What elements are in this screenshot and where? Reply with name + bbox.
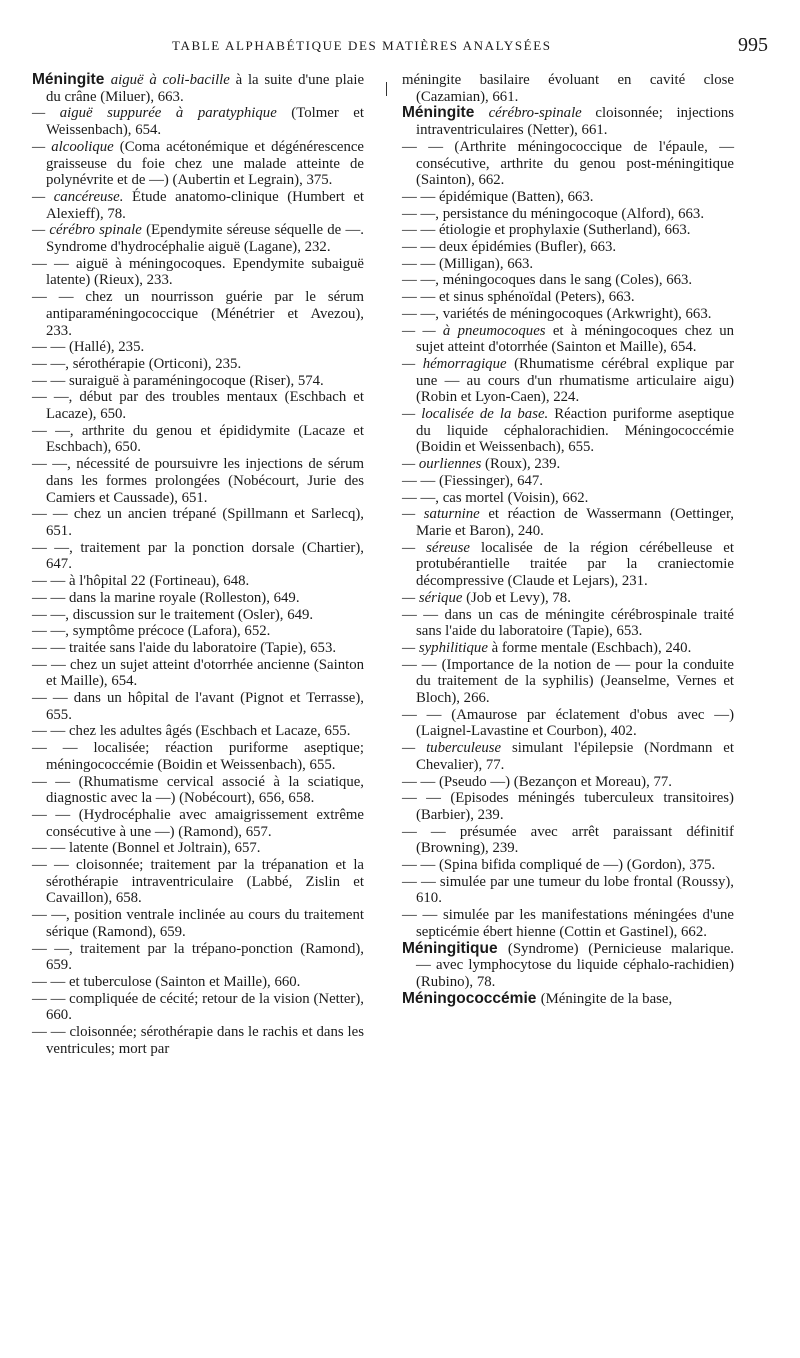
entry-subject: — cérébro spinale (32, 222, 142, 239)
entry-text: et à méningocoques chez un sujet atteint d'otorrhée (Sainton et Maille), 654. (416, 322, 735, 356)
index-entry (402, 272, 734, 289)
entry-text: simulant l'épilepsie (Nordmann et Chevalier), 77. (416, 740, 734, 773)
entry-subject: — ourliennes (402, 456, 482, 473)
page-number: 995 (738, 34, 768, 56)
entry-text: — — deux épidémies (Bufler), 663. (402, 239, 617, 256)
entry-text: — —, variétés de méningocoques (Arkwright), 663. (402, 305, 712, 322)
index-entry (402, 941, 734, 991)
entry-text: Réaction puriforme aseptique du liquide céphalorachidien. Méningococcémie (Boidin et Weissenbach), 655. (416, 406, 735, 456)
entry-text: — —, début par des troubles mentaux (Eschbach et Lacaze), 650. (32, 389, 364, 423)
index-entry (402, 356, 734, 406)
index-entry (32, 339, 364, 356)
index-entry (402, 239, 734, 256)
running-title: TABLE ALPHABÉTIQUE DES MATIÈRES ANALYSÉES (172, 38, 552, 53)
index-entry (32, 389, 364, 422)
entry-text: (Tolmer et Weissenbach), 654. (46, 105, 364, 139)
left-column (32, 72, 364, 1057)
index-entry (32, 356, 364, 373)
entry-text: et réaction de Wassermann (Oettinger, Marie et Baron), 240. (416, 506, 734, 539)
entry-text: Étude anatomo-clinique (Humbert et Alexieff), 78. (46, 188, 364, 222)
index-entry (402, 857, 734, 874)
entry-heading: Méningite (402, 104, 489, 122)
entry-heading: Méningococcémie (402, 989, 541, 1007)
entry-text: — — dans un hôpital de l'avant (Pignot et Terrasse), 655. (32, 690, 364, 723)
entry-text: (Ependymite séreuse séquelle de —. Syndrome d'hydrocéphalie aiguë (Lagane), 232. (46, 222, 364, 256)
index-entry (402, 189, 734, 206)
entry-text: — — chez un sujet atteint d'otorrhée ancienne (Sainton et Maille), 654. (32, 656, 364, 690)
index-entry (402, 824, 734, 857)
index-entry (32, 1024, 364, 1057)
index-entry (402, 640, 734, 657)
entry-subject: — cancéreuse. (32, 188, 124, 205)
entry-text: — —, discussion sur le traitement (Osler), 649. (32, 606, 314, 623)
index-entry (402, 506, 734, 539)
index-entry (32, 991, 364, 1024)
entry-subject: — — à pneumocoques (402, 322, 546, 339)
entry-subject: — séreuse (402, 539, 470, 556)
index-entry (32, 740, 364, 773)
index-entry (402, 306, 734, 323)
index-entry (32, 590, 364, 607)
index-entry (402, 289, 734, 306)
index-entry (32, 222, 364, 255)
entry-text: — — (Amaurose par éclatement d'obus avec —) (Laignel-Lavastine et Courbon), 402. (402, 706, 734, 740)
entry-text: — — cloisonnée; sérothérapie dans le rachis et dans les ventricules; mort par (32, 1024, 364, 1057)
entry-text: — — cloisonnée; traitement par la trépanation et la sérothérapie intraventriculaire (Labbé, Zislin et Cavaillon), 658. (32, 857, 364, 907)
entry-text: — — dans un cas de méningite cérébrospinale traité sans l'aide du laboratoire (Tapie), 653. (402, 606, 734, 640)
index-entry (32, 974, 364, 991)
entry-text: — — traitée sans l'aide du laboratoire (Tapie), 653. (32, 639, 337, 656)
entry-text: — —, cas mortel (Voisin), 662. (402, 489, 589, 506)
entry-subject: — aiguë suppurée à paratyphique (32, 105, 277, 122)
entry-text: — — à l'hôpital 22 (Fortineau), 648. (32, 573, 250, 590)
entry-text: — —, position ventrale inclinée au cours du traitement sérique (Ramond), 659. (32, 907, 364, 940)
entry-text: — — (Fiessinger), 647. (402, 472, 543, 489)
entry-text: — — (Episodes méningés tuberculeux transitoires) (Barbier), 239. (402, 790, 734, 823)
index-entry (402, 540, 734, 590)
entry-text: — — étiologie et prophylaxie (Sutherland), 663. (402, 222, 691, 239)
index-entry (32, 623, 364, 640)
entry-subject: cérébro-spinale (488, 105, 582, 122)
entry-text: — — compliquée de cécité; retour de la vision (Netter), 660. (32, 990, 364, 1024)
entry-text: (Syndrome) (Pernicieuse malarique. — avec lymphocytose du liquide céphalo-rachidien) (Rubino), 78. (416, 940, 734, 990)
entry-subject: — syphilitique (402, 639, 488, 656)
index-entry (32, 857, 364, 907)
index-entry (32, 189, 364, 222)
index-entry (402, 657, 734, 707)
entry-text: — — dans la marine royale (Rolleston), 649. (32, 589, 300, 606)
entry-text: — — suraiguë à paraméningocoque (Riser), 574. (32, 372, 324, 389)
index-entry (402, 490, 734, 507)
index-entry (402, 206, 734, 223)
entry-text: — — (Pseudo —) (Bezançon et Moreau), 77. (402, 773, 672, 790)
index-entry (402, 790, 734, 823)
index-entry (32, 506, 364, 539)
index-entry (402, 222, 734, 239)
entry-text: — — localisée; réaction puriforme aseptique; méningococcémie (Boidin et Weissenbach), 655. (32, 740, 364, 773)
index-entry (32, 690, 364, 723)
entry-text: — —, persistance du méningocoque (Alford), 663. (402, 205, 705, 222)
entry-text: — —, traitement par la trépano-ponction (Ramond), 659. (32, 940, 364, 974)
entry-subject: — alcoolique (32, 138, 114, 155)
entry-heading: Méningitique (402, 939, 508, 957)
index-entry (402, 607, 734, 640)
entry-subject: — hémorragique (402, 355, 507, 372)
entry-text: — — chez un nourrisson guérie par le sérum antiparaméningococcique (Ménétrier et Avezou), 233. (32, 289, 364, 339)
entry-heading: Méningite (32, 71, 111, 88)
entry-subject: — sérique (402, 589, 463, 606)
entry-text: — — chez les adultes âgés (Eschbach et Lacaze, 655. (32, 723, 351, 740)
index-entry (32, 105, 364, 138)
index-entry (402, 740, 734, 773)
index-entry (32, 423, 364, 456)
index-entry (402, 72, 734, 105)
entry-text: — —, symptôme précoce (Lafora), 652. (32, 623, 271, 640)
entry-text: méningite basilaire évoluant en cavité close (Cazamian), 661. (402, 72, 734, 105)
entry-text: — — (Hallé), 235. (32, 339, 145, 356)
entry-text: cloisonnée; injections intraventriculaires (Netter), 661. (416, 105, 734, 139)
column-divider (386, 82, 387, 96)
entry-text: (Job et Levy), 78. (462, 589, 571, 606)
index-entry (402, 406, 734, 456)
entry-text: — —, traitement par la ponction dorsale (Chartier), 647. (32, 539, 364, 573)
entry-text: — — et sinus sphénoïdal (Peters), 663. (402, 289, 635, 306)
entry-text: à forme mentale (Eschbach), 240. (487, 639, 692, 656)
index-entry (32, 139, 364, 189)
entry-text: localisée de la région cérébelleuse et protubérantielle traitée par la craniectomie décompressive (Claude et Lejars), 231. (416, 539, 734, 590)
index-entry (32, 373, 364, 390)
entry-text: — —, sérothérapie (Orticoni), 235. (32, 355, 242, 372)
entry-subject: — localisée de la base. (402, 406, 549, 423)
index-entry (402, 256, 734, 273)
index-entry (32, 289, 364, 339)
index-entry (402, 774, 734, 791)
index-entry (32, 941, 364, 974)
entry-text: — — et tuberculose (Sainton et Maille), 660. (32, 973, 301, 990)
entry-text: — — chez un ancien trépané (Spillmann et Sarlecq), 651. (32, 506, 364, 539)
entry-text: (Coma acétonémique et dégénérescence graisseuse du foie chez une malade atteinte de polynévrite et de —) (Aubertin et Legrain), 375. (46, 138, 364, 189)
entry-text: (Méningite de la base, (540, 990, 673, 1007)
index-entry (32, 774, 364, 807)
entry-text: — — simulée par une tumeur du lobe frontal (Roussy), 610. (402, 873, 734, 907)
entry-text: — — simulée par les manifestations méningées d'une septicémie ébert hienne (Cottin et Gastinel), 662. (402, 907, 734, 940)
index-entry (32, 607, 364, 624)
index-entry (402, 907, 734, 940)
entry-subject: aiguë à coli-bacille (110, 72, 230, 88)
entry-subject: — saturnine (402, 506, 480, 523)
entry-text: (Roux), 239. (481, 456, 561, 473)
entry-text: — — (Arthrite méningococcique de l'épaule, — consécutive, arthrite du genou post-méningitique (Sainton), 662. (402, 138, 734, 189)
entry-text: à la suite d'une plaie du crâne (Miluer), 663. (46, 72, 365, 105)
index-entry (402, 874, 734, 907)
index-entry (32, 456, 364, 506)
index-entry (32, 807, 364, 840)
index-entry (32, 723, 364, 740)
index-entry (402, 456, 734, 473)
entry-text: — —, arthrite du genou et épididymite (Lacaze et Eschbach), 650. (32, 422, 364, 456)
entry-text: (Rhumatisme cérébral explique par une — au cours d'un rhumatisme articulaire aigu) (Robin et Lyon-Caen), 224. (416, 355, 734, 406)
index-entry (402, 139, 734, 189)
index-entry (32, 907, 364, 940)
entry-text: — —, nécessité de poursuivre les injections de sérum dans les formes prolongées (Nobécourt, Jurie des Camiers et Caussade), 651. (32, 456, 364, 506)
index-entry (402, 323, 734, 356)
entry-text: — — (Rhumatisme cervical associé à la sciatique, diagnostic avec la —) (Nobécourt), 656, 658. (32, 773, 364, 807)
entry-text: — — (Hydrocéphalie avec amaigrissement extrême consécutive à une —) (Ramond), 657. (32, 806, 364, 840)
entry-text: — — (Spina bifida compliqué de —) (Gordon), 375. (402, 857, 716, 874)
entry-text: — — épidémique (Batten), 663. (402, 188, 594, 205)
entry-text: — — (Milligan), 663. (402, 255, 534, 272)
entry-text: — — latente (Bonnel et Joltrain), 657. (32, 840, 261, 857)
index-entry (402, 473, 734, 490)
index-entry (32, 640, 364, 657)
index-entry (402, 707, 734, 740)
index-entry (32, 573, 364, 590)
entry-text: — — (Importance de la notion de — pour la conduite du traitement de la syphilis) (Jeanselme, Vernes et Bloch), 266. (402, 656, 734, 707)
right-column (402, 72, 734, 1007)
index-entry (32, 540, 364, 573)
entry-text: — —, méningocoques dans le sang (Coles), 663. (402, 272, 693, 289)
entry-subject: — tuberculeuse (402, 740, 502, 757)
index-entry (32, 840, 364, 857)
page-header (32, 30, 768, 70)
index-entry (32, 657, 364, 690)
index-entry (402, 105, 734, 138)
entry-text: — — aiguë à méningocoques. Ependymite subaiguë latente) (Rieux), 233. (32, 255, 364, 289)
index-entry (402, 590, 734, 607)
index-entry (402, 991, 734, 1008)
entry-text: — — présumée avec arrêt paraissant définitif (Browning), 239. (402, 823, 734, 857)
index-entry (32, 256, 364, 289)
index-entry (32, 72, 364, 105)
